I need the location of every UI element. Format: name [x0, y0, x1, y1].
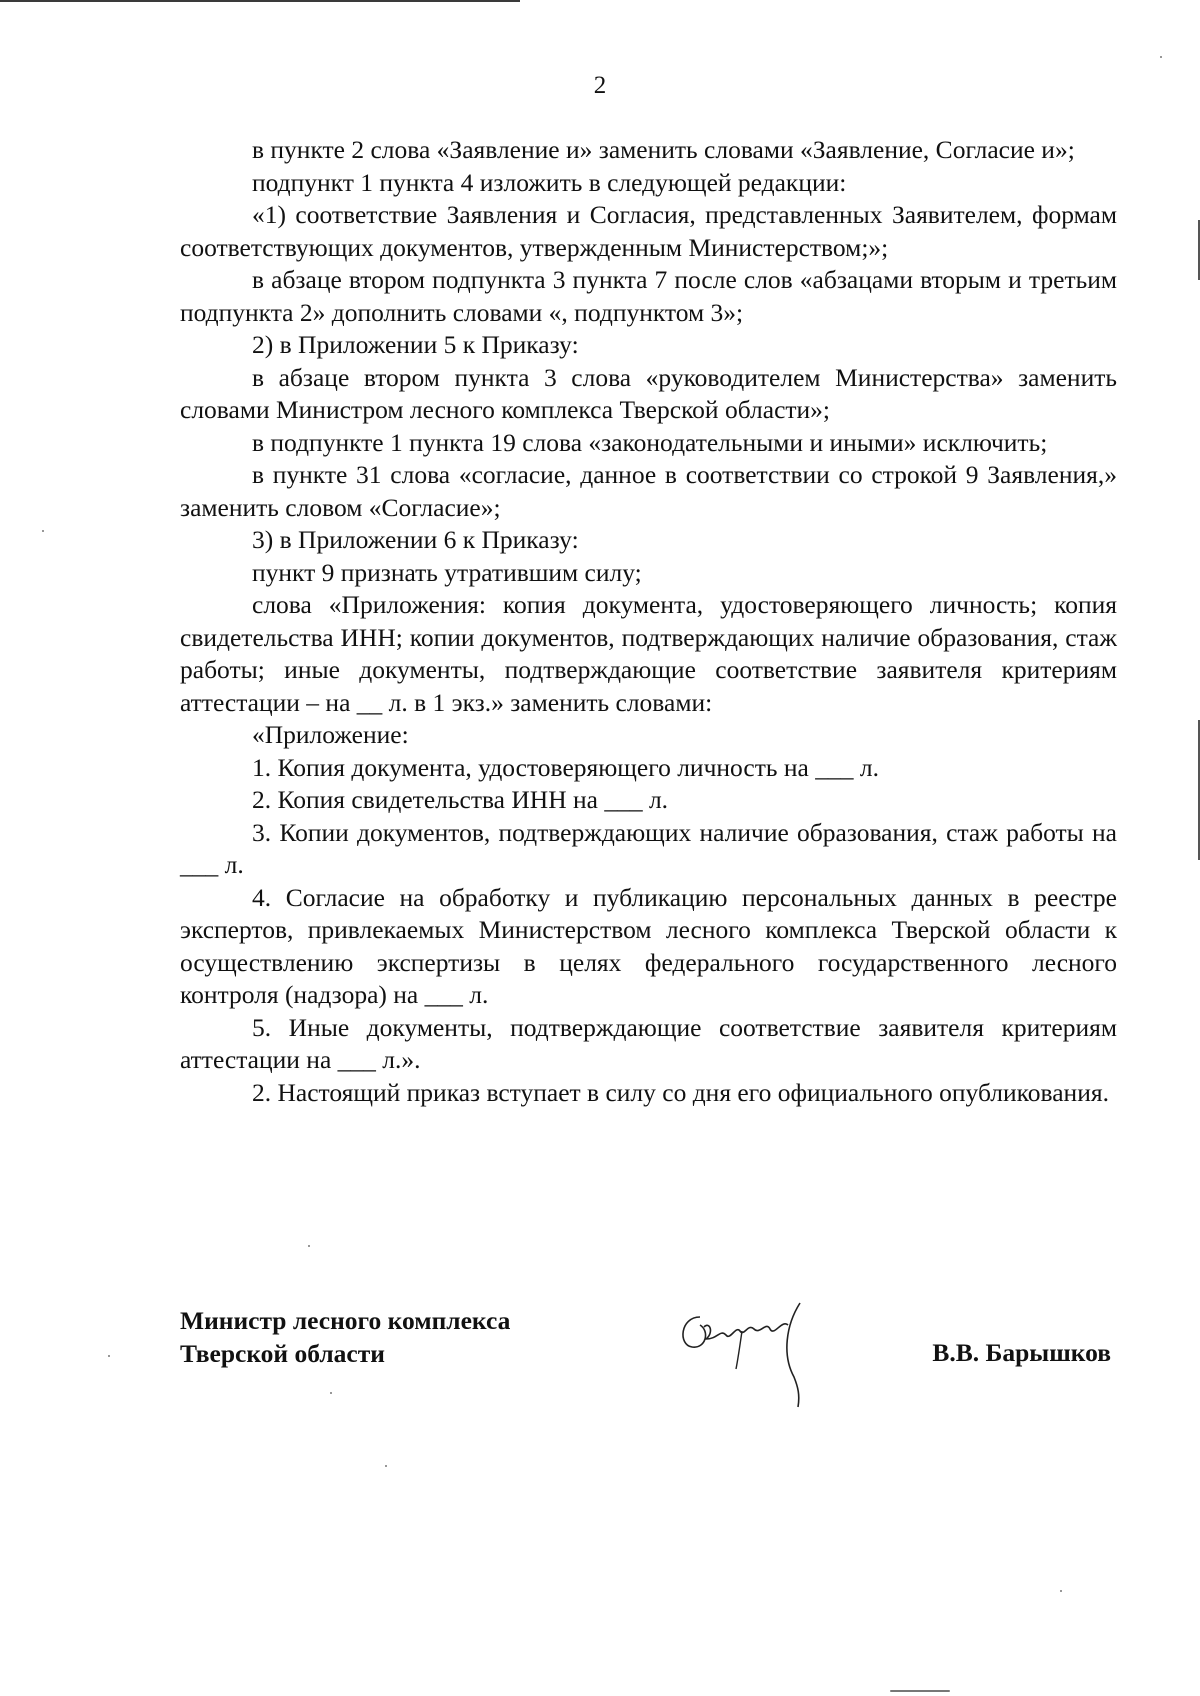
paragraph: в пункте 2 слова «Заявление и» заменить словами «Заявление, Согласие и»; [252, 135, 1075, 164]
signature-block [180, 1305, 1117, 1425]
paragraph: слова «Приложения: копия документа, удостоверяющего личность; копия свидетельства ИНН; копии документов, подтверждающих наличие образования, стаж работы; иные документы, подтверждающие соответствие заявителя критериям аттестации – на __ л. в 1 экз.» заменить словами: [180, 590, 1117, 717]
paragraph: подпункт 1 пункта 4 изложить в следующей редакции: [252, 167, 847, 197]
scan-speck [308, 1245, 310, 1247]
scan-edge-line [0, 0, 520, 2]
paragraph: 2. Копия свидетельства ИНН на ___ л. [252, 785, 669, 814]
scan-speck [890, 1690, 950, 1692]
signatory-name: В.В. Барышков [932, 1338, 1111, 1367]
paragraph: в абзаце втором подпункта 3 пункта 7 после слов «абзацами вторым и третьим подпункта 2» дополнить словами «, подпунктом 3»; [180, 265, 1117, 327]
paragraph: 2) в Приложении 5 к Приказу: [252, 330, 579, 359]
paragraph: 3. Копии документов, подтверждающих наличие образования, стаж работы на ___ л. [180, 817, 1117, 879]
page-number: 2 [593, 72, 607, 99]
handwritten-signature [670, 1295, 830, 1415]
signatory-title [180, 1305, 510, 1370]
paragraph: 2. Настоящий приказ вступает в силу со дня его официального опубликования. [252, 1077, 1109, 1107]
scan-speck [108, 1355, 110, 1357]
paragraph: «Приложение: [252, 720, 409, 749]
paragraph: 5. Иные документы, подтверждающие соответствие заявителя критериям аттестации на ___ л.». [180, 1012, 1117, 1074]
paragraph: 3) в Приложении 6 к Приказу: [252, 525, 579, 554]
paragraph: в абзаце втором пункта 3 слова «руководителем Министерства» заменить словами Министром лесного комплекса Тверской области»; [180, 362, 1117, 424]
scan-edge-mark [470, 0, 488, 2]
scan-speck [330, 1392, 332, 1394]
scan-speck [385, 1465, 387, 1467]
paragraph: в подпункте 1 пункта 19 слова «законодательными и иными» исключить; [252, 427, 1048, 457]
scan-speck [1160, 56, 1162, 58]
paragraph: «1) соответствие Заявления и Согласия, представленных Заявителем, формам соответствующих документов, утвержденным Министерством;»; [180, 200, 1117, 262]
signatory-title-line: Министр лесного комплекса [180, 1306, 511, 1335]
paragraph: в пункте 31 слова «согласие, данное в соответствии со строкой 9 Заявления,» заменить словом «Согласие»; [180, 460, 1117, 522]
paragraph: 1. Копия документа, удостоверяющего личность на ___ л. [252, 752, 879, 782]
paragraph: пункт 9 признать утратившим силу; [252, 557, 642, 587]
scan-speck [1060, 1590, 1062, 1592]
signatory-title-line: Тверской области [180, 1338, 385, 1368]
document-body [180, 134, 1117, 1109]
paragraph: 4. Согласие на обработку и публикацию персональных данных в реестре экспертов, привлекаемых Министерством лесного комплекса Тверской области к осуществлению экспертизы в целях федерального государственного лесного контроля (надзора) на ___ л. [180, 882, 1117, 1009]
scan-speck [42, 530, 44, 532]
scan-edge-mark [400, 0, 430, 2]
